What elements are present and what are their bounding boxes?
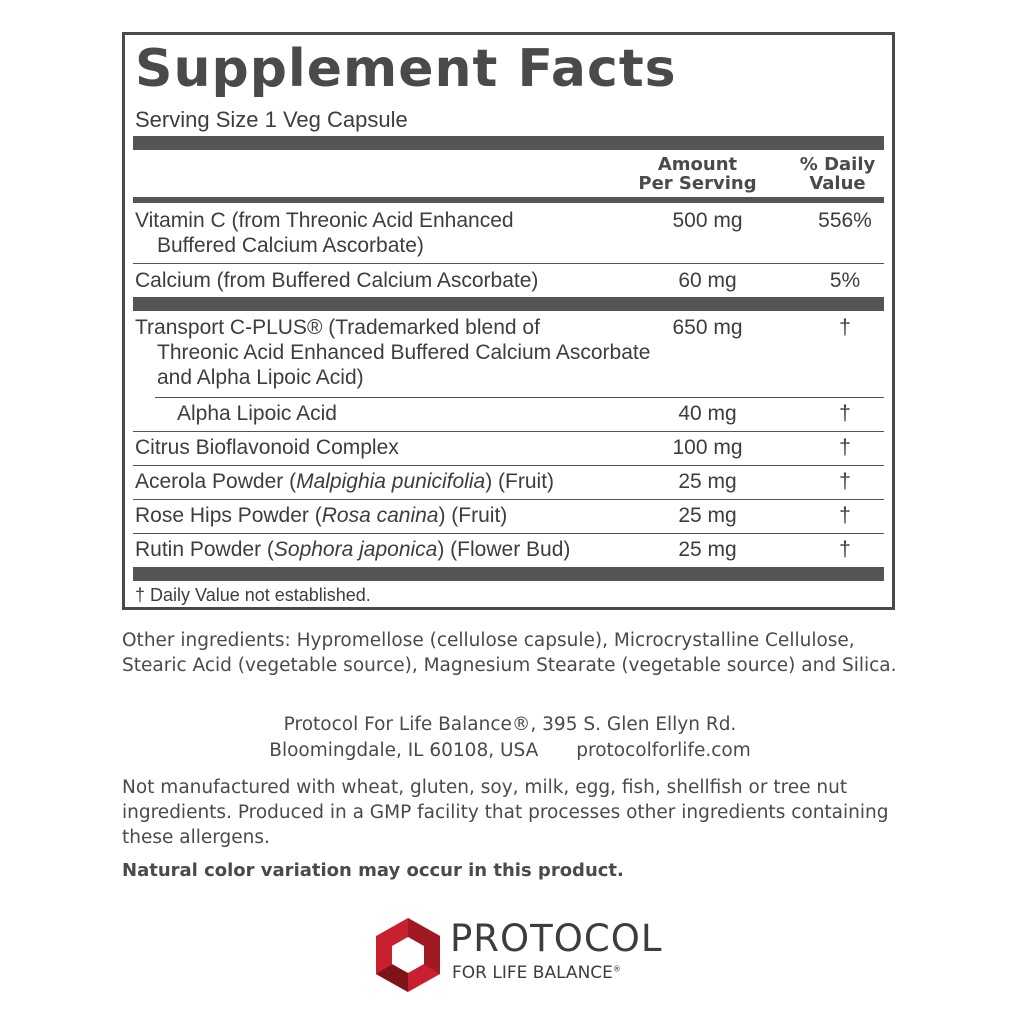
amount: 25 mg xyxy=(678,538,737,561)
row-divider xyxy=(133,465,884,466)
divider-bar xyxy=(133,297,884,311)
daily-value: 556% xyxy=(818,209,872,232)
amount: 25 mg xyxy=(678,504,737,527)
row-divider xyxy=(133,533,884,534)
panel-title: Supplement Facts xyxy=(135,39,677,99)
row-divider xyxy=(133,431,884,432)
divider-bar xyxy=(133,136,884,150)
daily-value: † xyxy=(839,470,851,493)
serving-size: Serving Size 1 Veg Capsule xyxy=(135,107,408,132)
color-variation-note: Natural color variation may occur in this product. xyxy=(122,860,624,881)
logo-tagline: FOR LIFE BALANCE® xyxy=(452,963,621,983)
address-line1: Protocol For Life Balance®, 395 S. Glen Ellyn Rd. xyxy=(283,714,737,735)
daily-value-header: % Daily Value xyxy=(799,154,876,194)
amount: 25 mg xyxy=(678,470,737,493)
other-ingredients: Other ingredients: Hypromellose (cellulose capsule), Microcrystalline Cellulose, Stearic Acid (vegetable source), Magnesium Stearate (vegetable source) and Silica. xyxy=(122,630,897,676)
website: protocolforlife.com xyxy=(576,740,751,761)
address-block xyxy=(200,712,820,764)
daily-value: † xyxy=(839,402,851,425)
divider-bar xyxy=(133,567,884,581)
daily-value: 5% xyxy=(829,269,861,292)
logo-name: PROTOCOL xyxy=(450,917,663,960)
row-divider xyxy=(155,397,884,398)
amount: 650 mg xyxy=(672,316,743,339)
brand-logo xyxy=(372,915,672,995)
amount: 40 mg xyxy=(678,402,737,425)
allergen-note: Not manufactured with wheat, gluten, soy, milk, egg, fish, shellfish or tree nut ingredients. Produced in a GMP facility that processes other ingredients containing these allergens. xyxy=(122,777,889,848)
footnote: † Daily Value not established. xyxy=(135,585,371,605)
daily-value: † xyxy=(839,538,851,561)
divider-bar xyxy=(133,197,884,203)
row-divider xyxy=(133,499,884,500)
daily-value: † xyxy=(839,504,851,527)
hexagon-logo-icon xyxy=(372,915,444,995)
amount-header: Amount Per Serving xyxy=(638,154,757,194)
supplement-facts-panel: Supplement Facts Serving Size 1 Veg Capsule Amount Per Serving % Daily Value Vitamin C (from Threonic Acid Enhanced Buffered Calcium Ascorbate) 500 mg 556% Calcium (from Buffered Calcium Ascorbate) 60 mg 5% Transport C-PLUS® (Trademarked blend of Threonic Acid Enhanced Buffered Calcium Ascorbate and Alpha Lipoic Acid) 650 mg † Alpha Lipoic Acid 40 mg † Citrus Bioflavonoid Complex 100 mg † Acerola Powder (Malpighia punicifolia) (Fruit) 25 mg † Rose Hips Powder (Rosa canina) (Fruit) 25 mg † Rutin Powder (Sophora japonica) (Flower Bud) 25 mg † † Daily Value not established. xyxy=(122,32,895,610)
amount: 500 mg xyxy=(672,209,743,232)
amount: 100 mg xyxy=(672,436,743,459)
address-line2: Bloomingdale, IL 60108, USA xyxy=(269,740,539,761)
row-divider xyxy=(133,263,884,264)
daily-value: † xyxy=(839,436,851,459)
daily-value: † xyxy=(839,316,851,339)
amount: 60 mg xyxy=(678,269,737,292)
